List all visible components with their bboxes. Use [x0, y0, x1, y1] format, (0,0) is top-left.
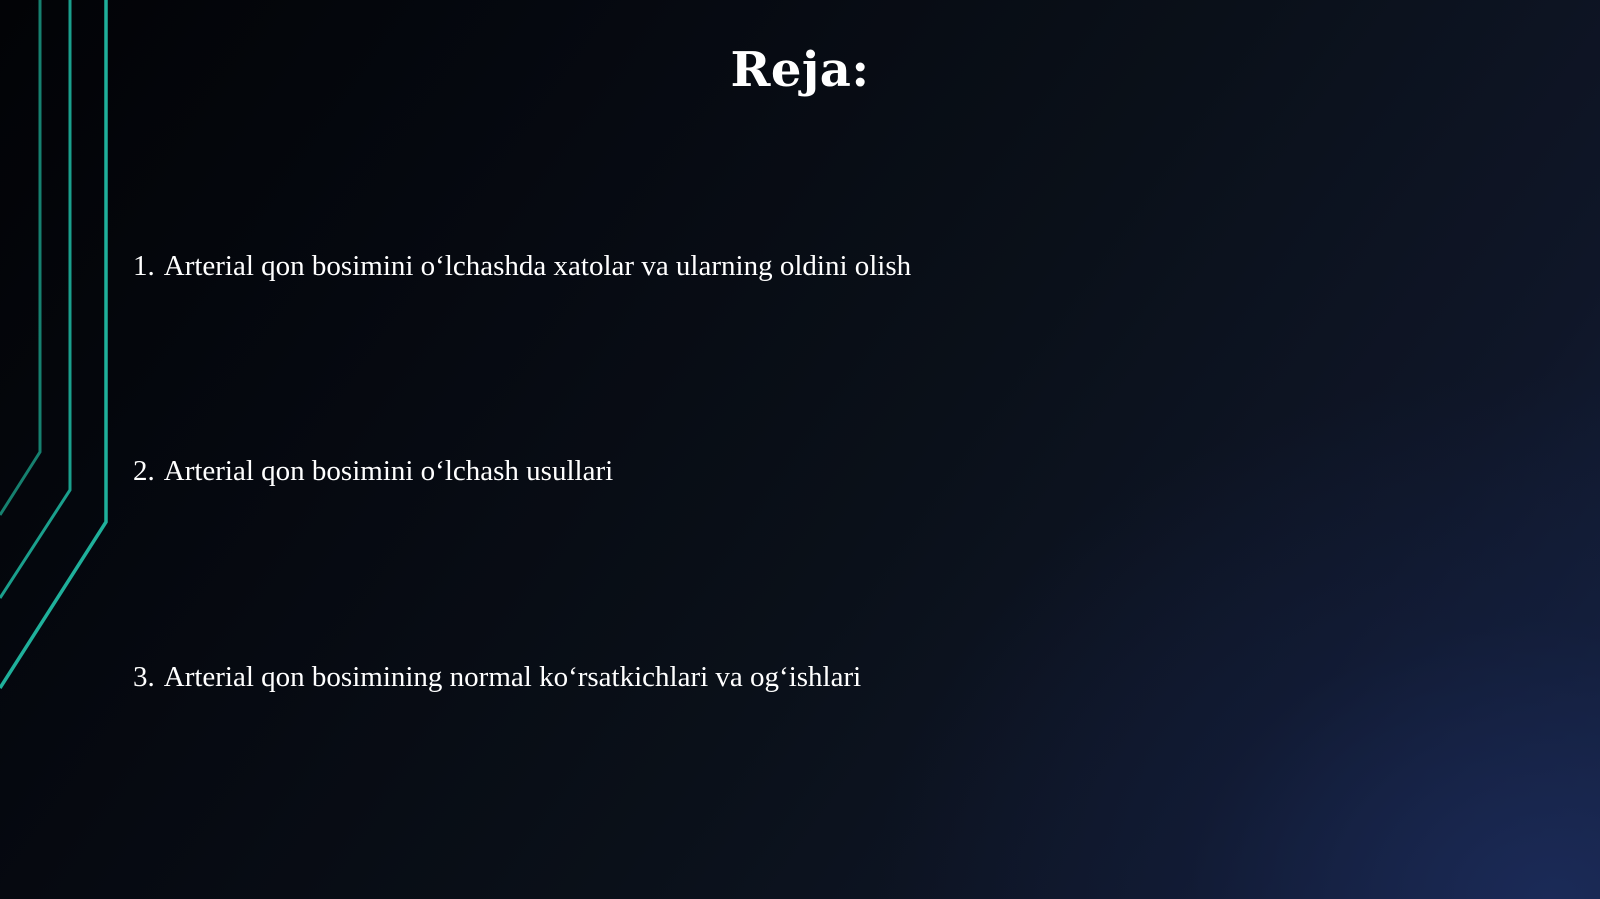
agenda-item-number: 1. — [133, 250, 155, 282]
accent-line-outer — [0, 0, 106, 688]
agenda-item-text: Arterial qon bosimini o‘lchashda xatolar va ularning oldini olish — [163, 250, 912, 282]
decorative-accent-lines — [0, 0, 130, 899]
slide-title: Reja: — [730, 42, 870, 98]
agenda-item-number: 3. — [133, 661, 155, 693]
agenda-item-text: Arterial qon bosimini o‘lchash usullari — [163, 455, 614, 487]
agenda-item-number: 2. — [133, 455, 155, 487]
agenda-item-3 — [133, 661, 861, 694]
agenda-item-1 — [133, 250, 911, 283]
agenda-item-text: Arterial qon bosimining normal ko‘rsatkichlari va og‘ishlari — [163, 661, 862, 693]
agenda-item-2 — [133, 455, 613, 488]
